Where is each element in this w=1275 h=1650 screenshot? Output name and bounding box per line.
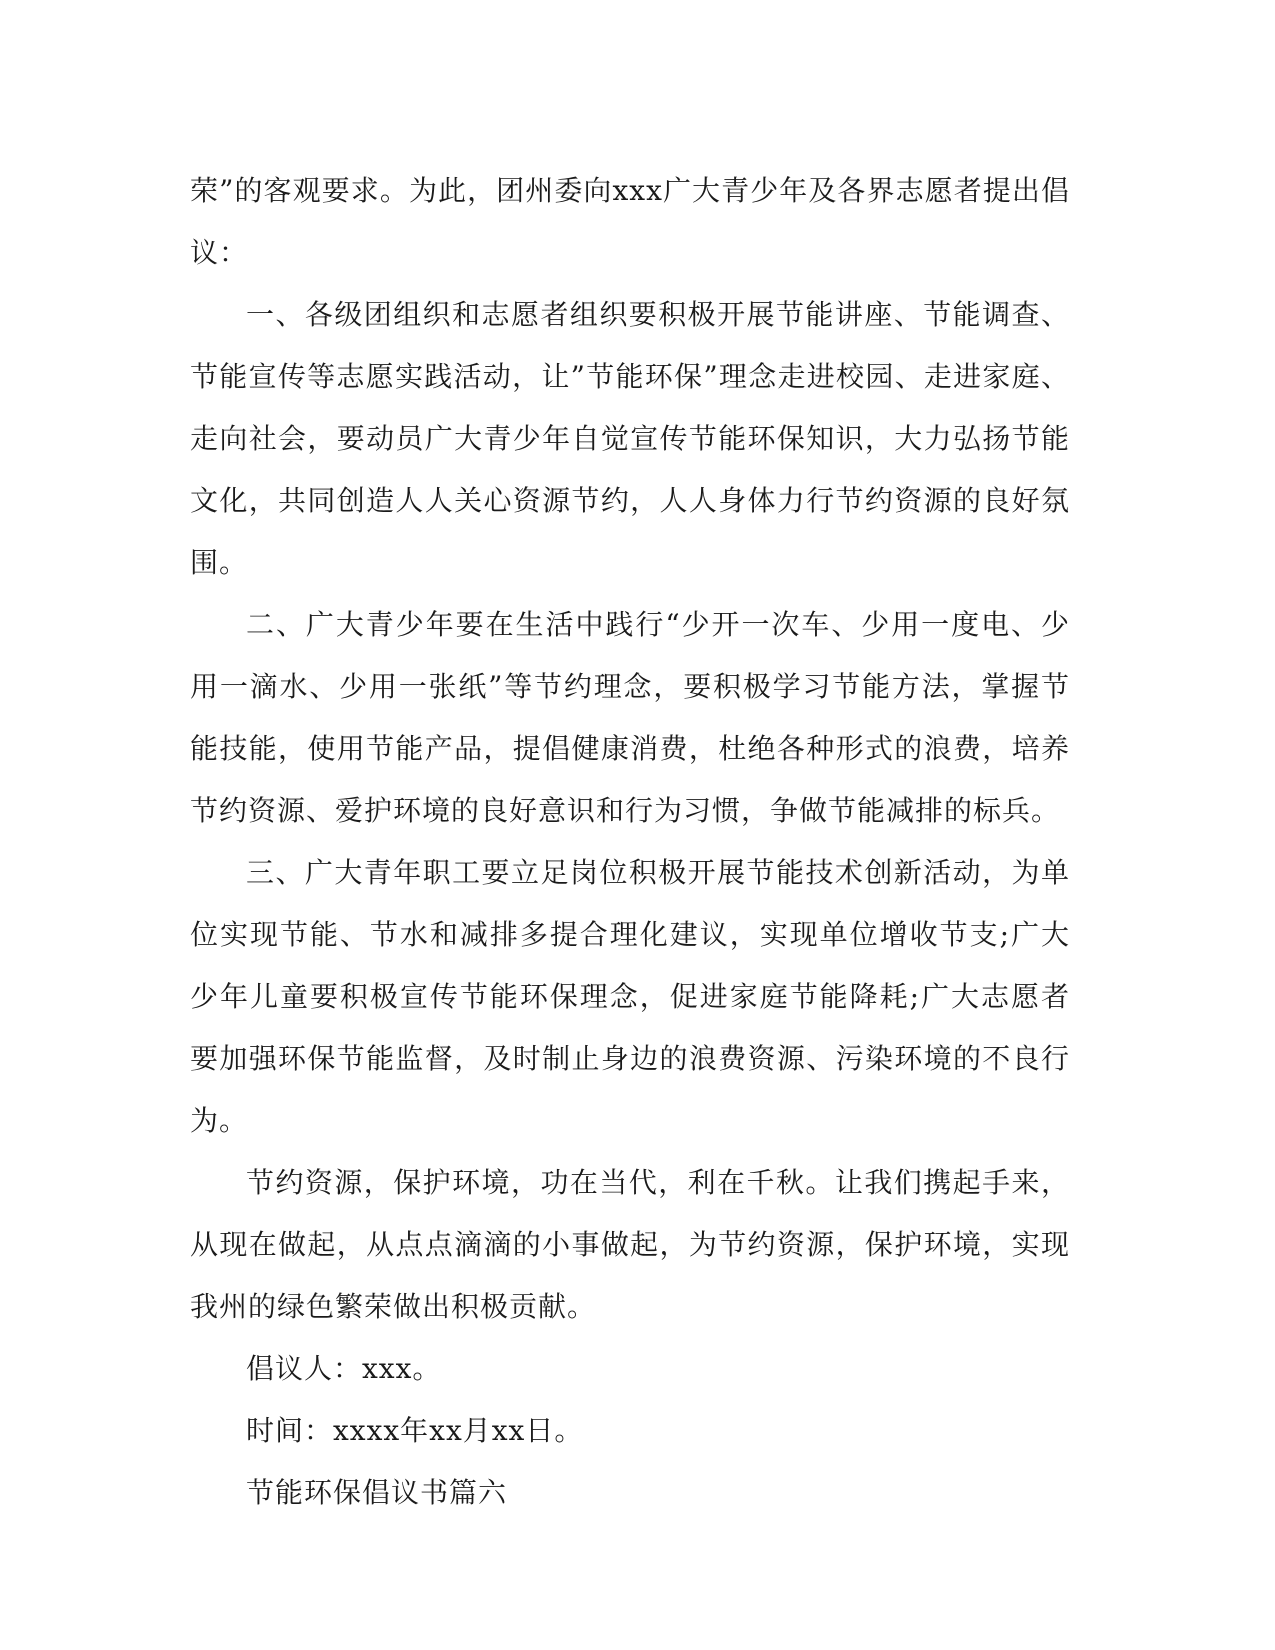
document-body <box>190 160 1070 1524</box>
next-section-title: 节能环保倡议书篇六 <box>246 1476 508 1509</box>
paragraph-item-two: 二、广大青少年要在生活中践行“少开一次车、少用一度电、少用一滴水、少用一张纸”等节约理念，要积极学习节能方法，掌握节能技能，使用节能产品，提倡健康消费，杜绝各种形式的浪费，培养节约资源、爱护环境的良好意识和行为习惯，争做节能减排的标兵。 <box>190 608 1070 827</box>
paragraph-continuation: 荣”的客观要求。为此，团州委向xxx广大青少年及各界志愿者提出倡议： <box>190 174 1070 269</box>
date-line: 时间：xxxx年xx月xx日。 <box>246 1414 584 1447</box>
paragraph-item-three: 三、广大青年职工要立足岗位积极开展节能技术创新活动，为单位实现节能、节水和减排多提合理化建议，实现单位增收节支;广大少年儿童要积极宣传节能环保理念，促进家庭节能降耗;广大志愿者要加强环保节能监督，及时制止身边的浪费资源、污染环境的不良行为。 <box>190 856 1070 1137</box>
paragraph-closing: 节约资源，保护环境，功在当代，利在千秋。让我们携起手来，从现在做起，从点点滴滴的小事做起，为节约资源，保护环境，实现我州的绿色繁荣做出积极贡献。 <box>190 1166 1070 1323</box>
signer-line: 倡议人：xxx。 <box>246 1352 442 1385</box>
paragraph-item-one: 一、各级团组织和志愿者组织要积极开展节能讲座、节能调查、节能宣传等志愿实践活动，让”节能环保”理念走进校园、走进家庭、走向社会，要动员广大青少年自觉宣传节能环保知识，大力弘扬节能文化，共同创造人人关心资源节约，人人身体力行节约资源的良好氛围。 <box>190 298 1070 579</box>
